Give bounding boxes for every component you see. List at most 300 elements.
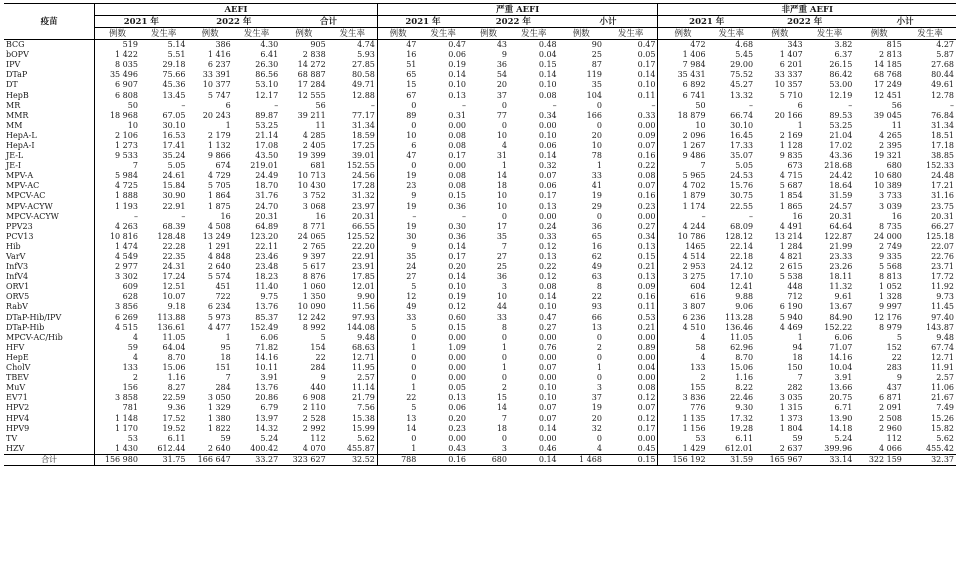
count-cell: 10 680 xyxy=(873,171,902,181)
rate-cell: 0.23 xyxy=(637,201,656,211)
rate-cell: 31.34 xyxy=(351,120,375,130)
count-cell: 8 xyxy=(501,322,507,332)
vaccine-name: CholV xyxy=(6,363,31,373)
count-cell: 3 275 xyxy=(658,272,708,282)
rate-cell: 31.34 xyxy=(931,120,954,130)
count-cell: 5 747 xyxy=(207,90,231,100)
rate-cell: 11.06 xyxy=(931,383,954,393)
rate-cell: 0.10 xyxy=(448,80,466,90)
rate-cell: 0.08 xyxy=(448,130,466,140)
count-cell: 10 xyxy=(496,191,507,201)
group-header-serious: 严重 AEFI xyxy=(377,4,658,16)
count-cell: 7 xyxy=(95,161,140,171)
rate-cell: 24.48 xyxy=(931,171,954,181)
count-cell: 4 515 xyxy=(95,323,140,333)
rate-cell: – xyxy=(552,100,557,110)
count-cell: 24 065 xyxy=(297,231,326,241)
count-cell: 47 xyxy=(377,151,418,161)
count-cell: 5 705 xyxy=(207,181,231,191)
rate-cell: 80.44 xyxy=(931,70,954,80)
count-cell: 35 xyxy=(591,80,602,90)
count-cell: 0 xyxy=(501,100,507,110)
rate-cell: 0.17 xyxy=(637,60,656,70)
count-cell: 2 106 xyxy=(95,131,140,141)
rate-cell: 22.11 xyxy=(255,241,279,251)
rate-cell: 0.06 xyxy=(538,181,557,191)
rate-cell: 84.90 xyxy=(829,312,853,322)
vaccine-name: MPV-ACYW xyxy=(6,201,53,211)
rate-cell: 35.07 xyxy=(730,151,754,161)
year-header: 2022 年 xyxy=(187,16,280,28)
count-cell: 2 838 xyxy=(302,50,326,60)
count-cell: 1 879 xyxy=(658,191,708,201)
count-cell: 119 xyxy=(586,70,602,80)
rate-cell: 0.00 xyxy=(538,211,557,221)
count-cell: 2 xyxy=(501,383,507,393)
count-cell: 1 273 xyxy=(95,141,140,151)
count-cell: 1 329 xyxy=(207,403,231,413)
rate-cell: 0.08 xyxy=(538,282,557,292)
rate-cell: – xyxy=(462,100,466,110)
rate-cell: 12.78 xyxy=(931,90,954,100)
count-col-header: 例数 xyxy=(95,28,140,40)
count-cell: 87 xyxy=(591,60,602,70)
count-cell: 1 xyxy=(797,120,803,130)
count-cell: 8 771 xyxy=(302,221,326,231)
count-col-header: 例数 xyxy=(559,28,604,40)
count-cell: 712 xyxy=(787,292,803,302)
rate-cell: 30.10 xyxy=(730,120,754,130)
count-cell: 5 xyxy=(377,323,418,333)
count-cell: 16 xyxy=(891,211,902,221)
count-cell: 1 156 xyxy=(658,424,708,434)
count-cell: 19 xyxy=(591,403,602,413)
count-cell: 165 967 xyxy=(755,454,805,465)
count-cell: 47 xyxy=(377,40,418,51)
count-cell: 284 xyxy=(310,363,326,373)
vaccine-name: MPCV-ACYW xyxy=(6,211,59,221)
count-cell: 13 249 xyxy=(202,231,231,241)
count-cell: 6 xyxy=(797,100,803,110)
rate-cell: 71.82 xyxy=(255,342,279,352)
rate-col-header: 发生率 xyxy=(604,28,658,40)
count-cell: 3 858 xyxy=(95,393,140,403)
count-cell: 4 xyxy=(658,353,708,363)
table-row xyxy=(4,252,956,262)
count-cell: 0 xyxy=(596,352,602,362)
rate-cell: 15.76 xyxy=(730,181,754,191)
rate-cell: 0.00 xyxy=(538,433,557,443)
count-cell: 8 979 xyxy=(879,322,902,332)
rate-cell: 0.09 xyxy=(637,282,656,292)
rate-col-header: 发生率 xyxy=(328,28,378,40)
table-row xyxy=(4,373,956,383)
count-cell: 2 xyxy=(596,342,602,352)
count-cell: 3 xyxy=(501,282,507,292)
rate-cell: 19.28 xyxy=(730,423,754,433)
count-cell: 10 xyxy=(591,140,602,150)
rate-cell: 75.66 xyxy=(162,70,186,80)
count-cell: 815 xyxy=(886,40,902,50)
rate-cell: 12.17 xyxy=(255,90,279,100)
rate-cell: 13.45 xyxy=(162,90,186,100)
count-cell: 166 xyxy=(586,110,602,120)
count-cell: 63 xyxy=(591,272,602,282)
rate-cell: 12.19 xyxy=(829,90,853,100)
rate-cell: 0.08 xyxy=(448,140,466,150)
count-cell: 6 xyxy=(225,100,231,110)
rate-cell: 0.04 xyxy=(538,50,557,60)
count-cell: 1 474 xyxy=(95,242,140,252)
rate-cell: 128.12 xyxy=(725,231,754,241)
count-cell: 17 249 xyxy=(873,80,902,90)
table-row xyxy=(4,171,956,181)
rate-cell: 49.71 xyxy=(351,80,375,90)
count-cell: 1 407 xyxy=(779,50,803,60)
count-cell: 53 xyxy=(658,434,708,444)
count-cell: 2 xyxy=(658,373,708,383)
count-cell: 1 174 xyxy=(658,202,708,212)
vaccine-name: MR xyxy=(6,100,21,110)
rate-cell: 89.53 xyxy=(829,110,853,120)
vaccine-name: HepE xyxy=(6,352,29,362)
table-row xyxy=(4,111,956,121)
count-cell: 1 864 xyxy=(207,191,231,201)
rate-cell: 35.24 xyxy=(162,151,186,161)
count-cell: 94 xyxy=(792,342,803,352)
rate-cell: 0.04 xyxy=(637,363,656,373)
count-cell: 2 640 xyxy=(207,443,231,453)
rate-cell: 53.25 xyxy=(829,120,853,130)
rate-cell: 12.01 xyxy=(351,282,375,292)
count-cell: 722 xyxy=(215,292,231,302)
table-row xyxy=(4,333,956,343)
rate-cell: 5.93 xyxy=(357,50,375,60)
count-cell: 65 xyxy=(377,70,418,80)
count-cell: 30 xyxy=(377,232,418,242)
count-cell: 16 xyxy=(220,211,231,221)
count-cell: 4 549 xyxy=(95,252,140,262)
rate-cell: 6.37 xyxy=(834,50,853,60)
count-cell: 16 xyxy=(591,241,602,251)
rate-cell: 0.33 xyxy=(538,231,557,241)
rate-cell: 22.35 xyxy=(162,252,186,262)
count-cell: 53 xyxy=(95,434,140,444)
vaccine-name: PCV13 xyxy=(6,231,34,241)
count-cell: 5 710 xyxy=(779,90,803,100)
year-header: 2022 年 xyxy=(468,16,559,28)
count-cell: 0 xyxy=(596,433,602,443)
table-row xyxy=(4,262,956,272)
rate-cell: 11.92 xyxy=(931,282,954,292)
rate-cell: 26.30 xyxy=(255,60,279,70)
rate-cell: 13.76 xyxy=(255,383,279,393)
count-cell: 29 xyxy=(591,201,602,211)
rate-cell: 113.88 xyxy=(157,312,186,322)
count-cell: 0 xyxy=(596,373,602,383)
count-cell: 6 190 xyxy=(779,302,803,312)
count-cell: 7 xyxy=(797,373,803,383)
rate-cell: 3.82 xyxy=(834,40,853,50)
rate-cell: 12.71 xyxy=(931,352,954,362)
count-col-header: 例数 xyxy=(854,28,904,40)
count-cell: 1 328 xyxy=(879,292,902,302)
total-label: 合计 xyxy=(4,454,95,465)
rate-cell: 0.60 xyxy=(448,312,466,322)
vaccine-name: InfV3 xyxy=(6,262,29,272)
vaccine-name: MM xyxy=(6,120,23,130)
count-cell: 10 786 xyxy=(658,232,708,242)
table-row xyxy=(4,272,956,282)
rate-cell: 9.73 xyxy=(936,292,954,302)
table-row xyxy=(4,202,956,212)
count-cell: 1 315 xyxy=(779,403,803,413)
vaccine-name: ORV1 xyxy=(6,282,30,292)
rate-cell: 17.08 xyxy=(255,140,279,150)
rate-cell: 15.82 xyxy=(931,423,954,433)
rate-cell: 0.15 xyxy=(604,454,658,465)
rate-cell: 0.07 xyxy=(637,181,656,191)
rate-cell: 32.37 xyxy=(904,454,956,465)
rate-cell: 152.33 xyxy=(926,161,954,171)
count-cell: 4 xyxy=(95,353,140,363)
rate-cell: 11.14 xyxy=(351,383,375,393)
rate-cell: 9.61 xyxy=(834,292,853,302)
rate-cell: 122.87 xyxy=(824,231,853,241)
count-cell: 2 091 xyxy=(879,403,902,413)
rate-cell: 0.32 xyxy=(538,161,557,171)
rate-cell: – xyxy=(749,211,754,221)
count-cell: – xyxy=(658,212,708,222)
table-row xyxy=(4,161,956,171)
count-cell: 3 035 xyxy=(779,393,803,403)
count-cell: 11 xyxy=(891,120,902,130)
rate-cell: 17.72 xyxy=(931,272,954,282)
rate-cell: 20.31 xyxy=(931,211,954,221)
rate-cell: 455.87 xyxy=(346,443,375,453)
rate-cell: 18.64 xyxy=(829,181,853,191)
count-cell: 11 xyxy=(315,120,326,130)
rate-cell: 10.11 xyxy=(255,363,279,373)
table-row xyxy=(4,141,956,151)
rate-cell: 0.00 xyxy=(637,332,656,342)
count-cell: 152 xyxy=(886,342,902,352)
count-col-header: 例数 xyxy=(468,28,509,40)
count-cell: 2 960 xyxy=(879,423,902,433)
table-row xyxy=(4,212,956,222)
rate-cell: 0.09 xyxy=(637,130,656,140)
rate-cell: 17.32 xyxy=(730,413,754,423)
count-cell: 1 060 xyxy=(302,282,326,292)
count-cell: 5 xyxy=(377,282,418,292)
count-cell: 0 xyxy=(377,101,418,111)
rate-cell: 219.01 xyxy=(250,161,279,171)
count-cell: 5 940 xyxy=(779,312,803,322)
rate-cell: 0.00 xyxy=(637,433,656,443)
aefi-table xyxy=(4,3,956,466)
rate-cell: 22.91 xyxy=(162,201,186,211)
rate-cell: 0.15 xyxy=(448,322,466,332)
table-row xyxy=(4,242,956,252)
rate-cell: 31.75 xyxy=(140,454,187,465)
rate-cell: 11.56 xyxy=(351,302,375,312)
rate-cell: 9.48 xyxy=(936,332,954,342)
rate-cell: 43.50 xyxy=(255,151,279,161)
count-cell: 19 xyxy=(377,202,418,212)
rate-cell: 32.52 xyxy=(328,454,378,465)
table-row xyxy=(4,302,956,312)
rate-cell: 31.32 xyxy=(351,191,375,201)
count-cell: 156 xyxy=(95,383,140,393)
rate-cell: 0.00 xyxy=(538,332,557,342)
rate-cell: 14.16 xyxy=(829,352,853,362)
count-cell: 2 749 xyxy=(879,241,902,251)
count-cell: 19 xyxy=(377,171,418,181)
rate-cell: 3.91 xyxy=(260,373,279,383)
rate-cell: 49.61 xyxy=(931,80,954,90)
count-cell: 54 xyxy=(496,70,507,80)
count-cell: 5 xyxy=(377,403,418,413)
count-cell: 0 xyxy=(377,434,418,444)
rate-cell: 0.15 xyxy=(538,60,557,70)
rate-cell: 8.70 xyxy=(735,352,754,362)
rate-cell: 17.25 xyxy=(351,140,375,150)
rate-cell: 11.05 xyxy=(162,332,186,342)
vaccine-name: EV71 xyxy=(6,393,28,403)
count-cell: 9 997 xyxy=(879,302,902,312)
rate-cell: 0.13 xyxy=(448,90,466,100)
count-cell: 56 xyxy=(315,100,326,110)
rate-cell: 43.36 xyxy=(829,151,853,161)
count-cell: 0 xyxy=(501,373,507,383)
rate-cell: 123.20 xyxy=(250,231,279,241)
table-row xyxy=(4,60,956,70)
count-cell: 56 xyxy=(891,100,902,110)
rate-cell: 21.79 xyxy=(351,393,375,403)
count-cell: 10 430 xyxy=(297,181,326,191)
count-cell: 2 977 xyxy=(95,262,140,272)
rate-cell: 1.16 xyxy=(167,373,186,383)
table-row xyxy=(4,413,956,423)
group-header-aefi: AEFI xyxy=(95,4,378,16)
rate-cell: 0.21 xyxy=(637,322,656,332)
count-cell: 20 xyxy=(591,413,602,423)
count-cell: 18 xyxy=(792,352,803,362)
count-cell: 6 808 xyxy=(95,90,140,100)
rate-cell: 22.46 xyxy=(730,393,754,403)
rate-cell: 612.44 xyxy=(157,443,186,453)
rate-cell: 0.10 xyxy=(538,80,557,90)
count-cell: 323 627 xyxy=(280,454,327,465)
rate-cell: 13.66 xyxy=(829,383,853,393)
rate-cell: 0.14 xyxy=(538,292,557,302)
rate-cell: 0.14 xyxy=(448,272,466,282)
count-cell: 10 377 xyxy=(202,80,231,90)
rate-col-header: 发生率 xyxy=(805,28,855,40)
count-cell: 8 876 xyxy=(302,272,326,282)
rate-cell: 152.55 xyxy=(346,161,375,171)
count-cell: 2 992 xyxy=(302,423,326,433)
rate-cell: 64.64 xyxy=(829,221,853,231)
count-cell: 1 xyxy=(225,120,231,130)
rate-cell: – xyxy=(651,100,656,110)
count-cell: 0 xyxy=(377,161,418,171)
count-cell: 7 xyxy=(501,241,507,251)
rate-cell: 23.48 xyxy=(255,262,279,272)
count-cell: 3 856 xyxy=(95,302,140,312)
vaccine-name: TV xyxy=(6,433,18,443)
rate-cell: 0.08 xyxy=(448,181,466,191)
count-cell: 8 035 xyxy=(95,60,140,70)
rate-cell: 17.18 xyxy=(931,140,954,150)
rate-cell: 6.06 xyxy=(834,332,853,342)
rate-cell: 0.10 xyxy=(637,80,656,90)
count-cell: 36 xyxy=(496,272,507,282)
count-cell: 1 xyxy=(377,444,418,455)
count-cell: 32 xyxy=(591,423,602,433)
rate-cell: 68.63 xyxy=(351,342,375,352)
count-cell: 9 335 xyxy=(879,252,902,262)
table-row xyxy=(4,121,956,131)
rate-cell: 218.68 xyxy=(824,161,853,171)
count-cell: 20 xyxy=(591,130,602,140)
vaccine-name: MPV-AC xyxy=(6,181,40,191)
rate-cell: 5.14 xyxy=(167,40,186,50)
vaccine-name: HFV xyxy=(6,342,25,352)
rate-cell: – xyxy=(462,211,466,221)
count-cell: 16 xyxy=(377,50,418,60)
count-cell: 17 284 xyxy=(297,80,326,90)
count-cell: 3 068 xyxy=(302,201,326,211)
rate-cell: 125.18 xyxy=(926,231,954,241)
count-cell: 1 128 xyxy=(779,140,803,150)
count-cell: 5 973 xyxy=(207,312,231,322)
count-cell: 93 xyxy=(591,302,602,312)
rate-cell: 0.00 xyxy=(637,120,656,130)
count-cell: 10 357 xyxy=(774,80,803,90)
rate-cell: 8.22 xyxy=(735,383,754,393)
count-cell: 0 xyxy=(501,433,507,443)
count-cell: 788 xyxy=(377,454,418,465)
count-cell: 6 908 xyxy=(302,393,326,403)
rate-cell: 21.99 xyxy=(829,241,853,251)
count-cell: 1 888 xyxy=(95,191,140,201)
count-cell: 35 xyxy=(496,231,507,241)
table-row xyxy=(4,434,956,444)
rate-cell: 66.27 xyxy=(931,221,954,231)
count-cell: 616 xyxy=(658,292,708,302)
count-cell: 3 302 xyxy=(95,272,140,282)
count-cell: 1 430 xyxy=(95,444,140,455)
vaccine-name: HPV2 xyxy=(6,403,30,413)
rate-cell: 0.13 xyxy=(538,252,557,262)
count-cell: 10 090 xyxy=(297,302,326,312)
rate-cell: – xyxy=(749,100,754,110)
rate-cell: 15.99 xyxy=(351,423,375,433)
rate-cell: 0.15 xyxy=(448,191,466,201)
count-cell: 13 xyxy=(377,413,418,423)
table-row xyxy=(4,353,956,363)
count-cell: – xyxy=(377,212,418,222)
count-cell: – xyxy=(95,212,140,222)
rate-cell: 75.52 xyxy=(730,70,754,80)
rate-cell: 17.41 xyxy=(162,140,186,150)
table-row xyxy=(4,80,956,90)
rate-cell: 152.22 xyxy=(824,322,853,332)
rate-cell: 12.51 xyxy=(162,282,186,292)
count-cell: 151 xyxy=(215,363,231,373)
count-cell: 9 xyxy=(501,50,507,60)
